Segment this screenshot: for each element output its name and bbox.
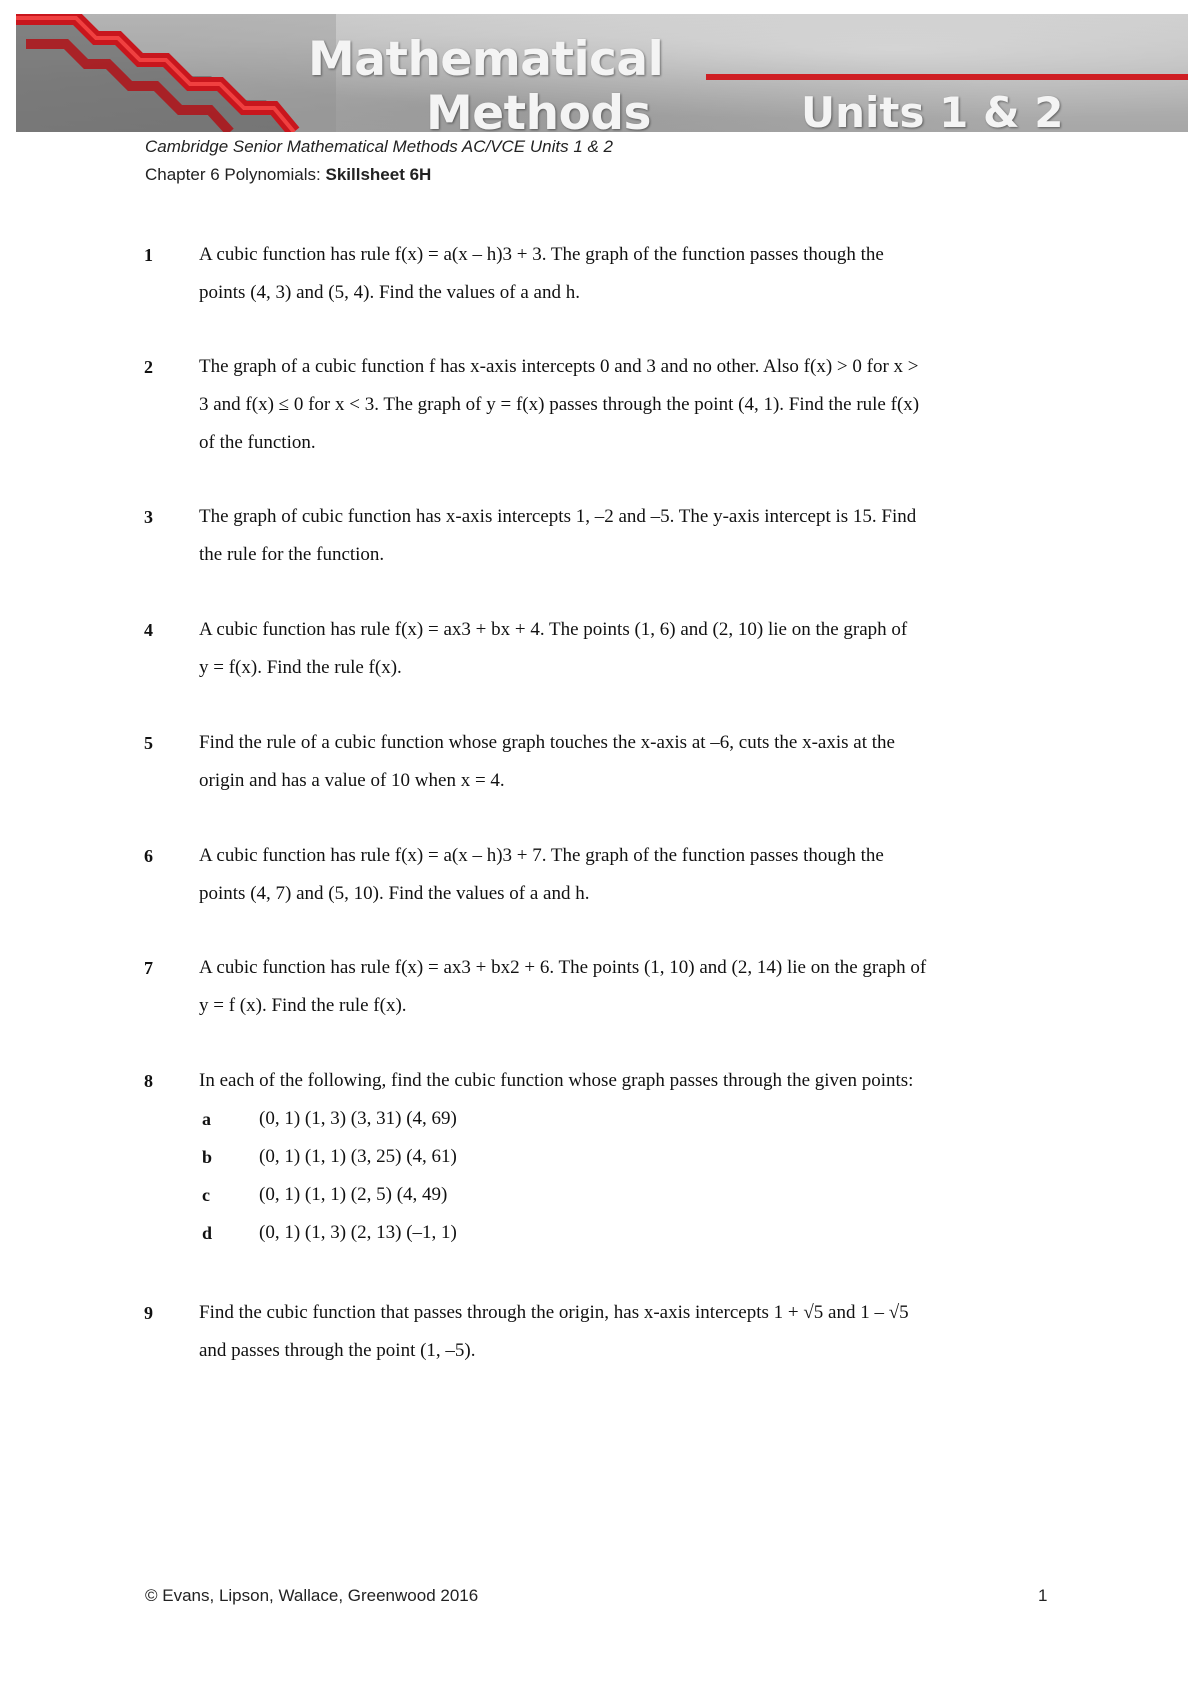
question-5: [199, 724, 1044, 800]
question-line: origin and has a value of 10 when x = 4.: [199, 770, 505, 791]
part-points: (0, 1) (1, 1) (3, 25) (4, 61): [259, 1146, 457, 1167]
question-2: [199, 348, 1044, 462]
question-line: the rule for the function.: [199, 544, 385, 565]
banner-accent-rule: [706, 74, 1188, 80]
page-number: 1: [1038, 1586, 1048, 1605]
question-number: 8: [144, 1071, 153, 1091]
question-number: 5: [144, 733, 153, 753]
question-line: A cubic function has rule f(x) = ax3 + bx2 + 6. The points (1, 10) and (2, 14) lie on the graph of: [199, 957, 927, 978]
question-line: In each of the following, find the cubic function whose graph passes through the given points:: [199, 1070, 914, 1091]
question-number: 6: [144, 846, 153, 866]
question-line: The graph of a cubic function f has x-axis intercepts 0 and 3 and no other. Also f(x) > 0 for x >: [199, 356, 919, 377]
part-label: d: [202, 1223, 213, 1243]
part-points: (0, 1) (1, 3) (2, 13) (–1, 1): [259, 1222, 457, 1243]
question-line: points (4, 3) and (5, 4). Find the values of a and h.: [199, 282, 580, 303]
question-line: Find the rule of a cubic function whose graph touches the x-axis at –6, cuts the x-axis at the: [199, 732, 895, 753]
question-line: A cubic function has rule f(x) = a(x – h)3 + 7. The graph of the function passes though the: [199, 845, 884, 866]
question-3: [199, 498, 1044, 574]
part-label: a: [202, 1109, 211, 1129]
question-number: 7: [144, 958, 153, 978]
question-number: 4: [144, 620, 153, 640]
part-label: c: [202, 1185, 210, 1205]
question-number: 3: [144, 507, 153, 527]
question-number: 9: [144, 1303, 153, 1323]
question-7: [199, 949, 1044, 1025]
copyright-notice: © Evans, Lipson, Wallace, Greenwood 2016: [145, 1586, 479, 1605]
question-line: and passes through the point (1, –5).: [199, 1340, 476, 1361]
question-line: of the function.: [199, 432, 316, 453]
question-line: Find the cubic function that passes through the origin, has x-axis intercepts 1 + √5 and 1 – √5: [199, 1302, 909, 1323]
question-line: The graph of cubic function has x-axis intercepts 1, –2 and –5. The y-axis intercept is 15. Find: [199, 506, 917, 527]
banner-title-line1: Mathematical: [308, 32, 664, 87]
part-points: (0, 1) (1, 1) (2, 5) (4, 49): [259, 1184, 448, 1205]
question-8: [199, 1062, 1044, 1100]
question-9: [199, 1294, 1044, 1370]
question-line: y = f (x). Find the rule f(x).: [199, 995, 407, 1016]
part-points: (0, 1) (1, 3) (3, 31) (4, 69): [259, 1108, 457, 1129]
chapter-label: Chapter 6 Polynomials:: [145, 165, 326, 184]
skillsheet-label: Skillsheet 6H: [325, 165, 432, 184]
chapter-title: [145, 165, 431, 185]
question-line: A cubic function has rule f(x) = a(x – h)3 + 3. The graph of the function passes though the: [199, 244, 884, 265]
question-number: 1: [144, 245, 153, 265]
question-6: [199, 837, 1044, 913]
banner-title-line2: Methods: [426, 86, 651, 132]
staircase-graphic: [16, 14, 336, 132]
course-title: Cambridge Senior Mathematical Methods AC/VCE Units 1 & 2: [145, 137, 614, 156]
question-4: [199, 611, 1044, 687]
question-line: A cubic function has rule f(x) = ax3 + bx + 4. The points (1, 6) and (2, 10) lie on the graph of: [199, 619, 908, 640]
header-banner: [16, 14, 1188, 132]
question-line: points (4, 7) and (5, 10). Find the values of a and h.: [199, 883, 590, 904]
question-line: y = f(x). Find the rule f(x).: [199, 657, 402, 678]
question-1: [199, 236, 1044, 312]
part-label: b: [202, 1147, 213, 1167]
question-line: 3 and f(x) ≤ 0 for x < 3. The graph of y = f(x) passes through the point (4, 1). Find the rule f(x): [199, 394, 920, 415]
question-number: 2: [144, 357, 153, 377]
banner-units: Units 1 & 2: [801, 88, 1064, 132]
